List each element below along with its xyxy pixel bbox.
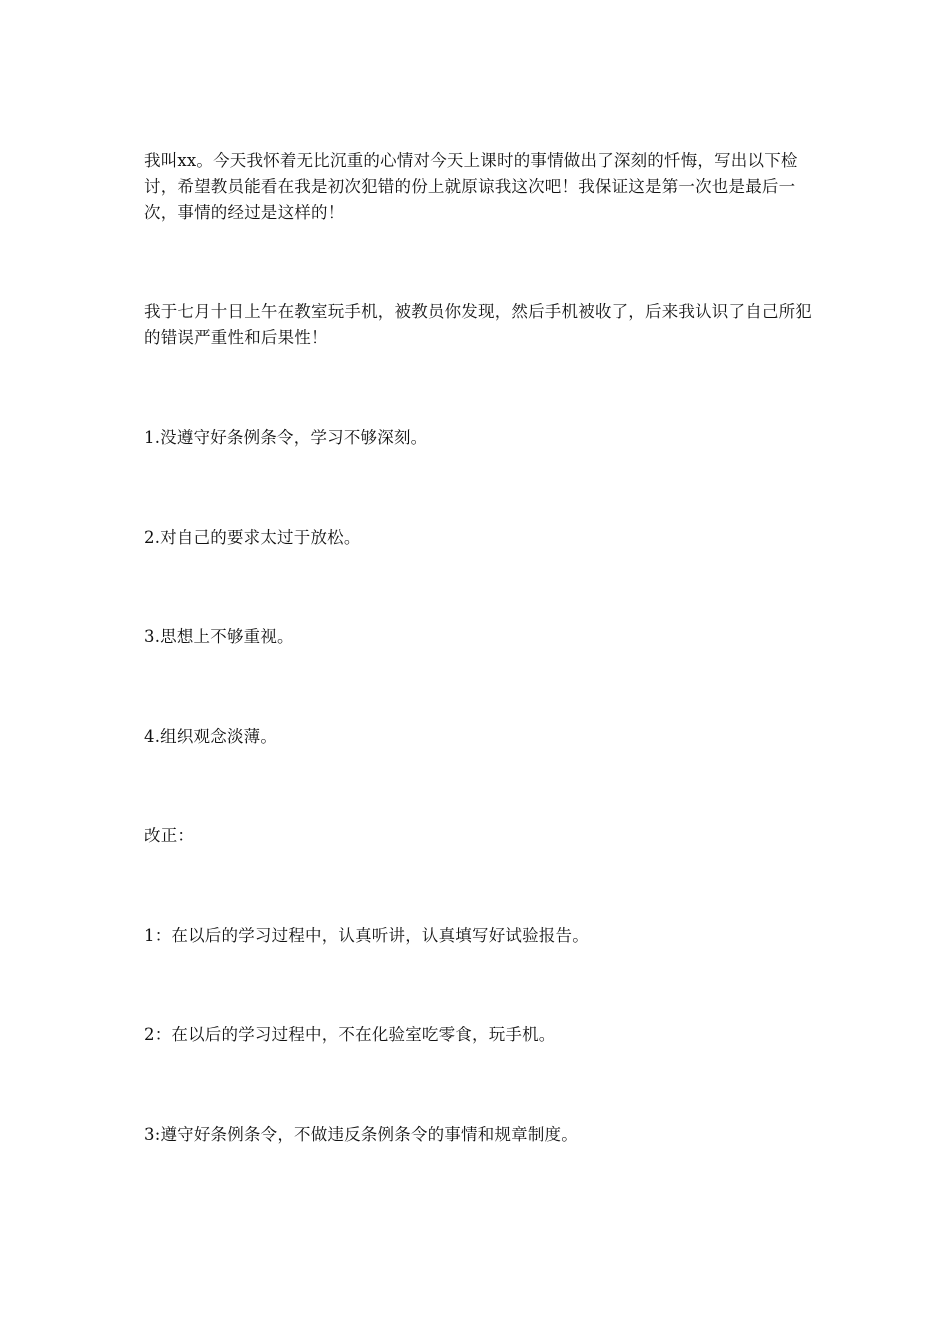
fault-item-3: 3.思想上不够重视。 — [144, 627, 294, 646]
correction-item-3: 3:遵守好条例条令，不做违反条例条令的事情和规章制度。 — [144, 1125, 578, 1144]
correction-heading: 改正： — [144, 826, 195, 845]
correction-item-1: 1：在以后的学习过程中，认真听讲，认真填写好试验报告。 — [144, 926, 589, 945]
incident-paragraph: 我于七月十日上午在教室玩手机，被教员你发现，然后手机被收了，后来我认识了自己所犯的错误严重性和后果性！ — [144, 302, 812, 347]
correction-item-2: 2：在以后的学习过程中，不在化验室吃零食，玩手机。 — [144, 1025, 556, 1044]
fault-item-1: 1.没遵守好条例条令，学习不够深刻。 — [144, 428, 428, 447]
fault-item-2: 2.对自己的要求太过于放松。 — [144, 528, 361, 547]
intro-paragraph: 我叫xx。今天我怀着无比沉重的心情对今天上课时的事情做出了深刻的忏悔，写出以下检讨，希望教员能看在我是初次犯错的份上就原谅我这次吧！我保证这是第一次也是最后一次，事情的经过是这样的！ — [144, 151, 798, 222]
fault-item-4: 4.组织观念淡薄。 — [144, 727, 278, 746]
